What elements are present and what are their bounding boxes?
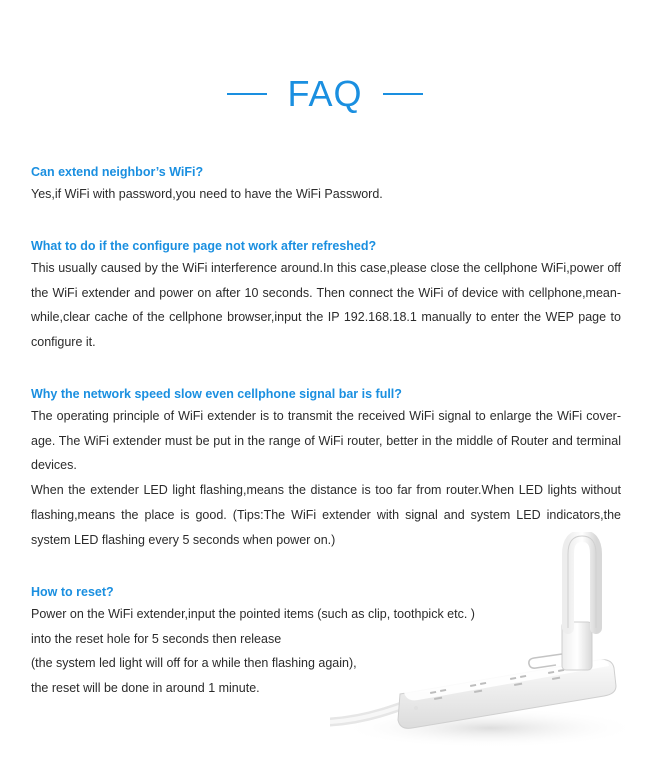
page-header	[0, 72, 650, 116]
faq-answer-line: Power on the WiFi extender,input the pointed items (such as clip, toothpick etc. )	[31, 607, 475, 621]
faq-question: Can extend neighbor’s WiFi?	[31, 165, 204, 179]
wifi-extender-illustration	[330, 532, 640, 762]
faq-answer: Yes,if WiFi with password,you need to have the WiFi Password.	[31, 187, 383, 201]
faq-item-network-speed	[31, 384, 621, 552]
faq-question: How to reset?	[31, 585, 114, 599]
faq-question: What to do if the configure page not work after refreshed?	[31, 239, 377, 253]
faq-answer-line: (the system led light will off for a while then flashing again),	[31, 656, 357, 671]
title-left-dash	[227, 93, 267, 95]
faq-answer: The operating principle of WiFi extender is to transmit the received WiFi signal to enlarge the WiFi cover-age. The WiFi extender must be put in the range of WiFi router, better in the middle of Router and terminal devices.	[31, 409, 621, 473]
page-title: FAQ	[287, 73, 363, 114]
title-right-dash	[383, 93, 423, 95]
faq-item-configure-page	[31, 236, 621, 355]
faq-answer: When the extender LED light flashing,means the distance is too far from router.When LED lights without flashing,means the place is good. (Tips:The WiFi extender with signal and system LED indicators,the system LED flashing every 5 seconds when power on.)	[31, 483, 621, 547]
faq-question: Why the network speed slow even cellphone signal bar is full?	[31, 387, 402, 401]
faq-answer: This usually caused by the WiFi interference around.In this case,please close the cellphone WiFi,power off the WiFi extender and power on after 10 seconds. Then connect the WiFi of device with cellphone,mean-while,clear cache of the cellphone browser,input the IP 192.168.18.1 manually to enter the WEP page to configure it.	[31, 261, 621, 350]
faq-answer-line: into the reset hole for 5 seconds then release	[31, 631, 282, 646]
faq-item-neighbor-wifi	[31, 162, 621, 207]
faq-answer-line: the reset will be done in around 1 minute.	[31, 681, 260, 696]
